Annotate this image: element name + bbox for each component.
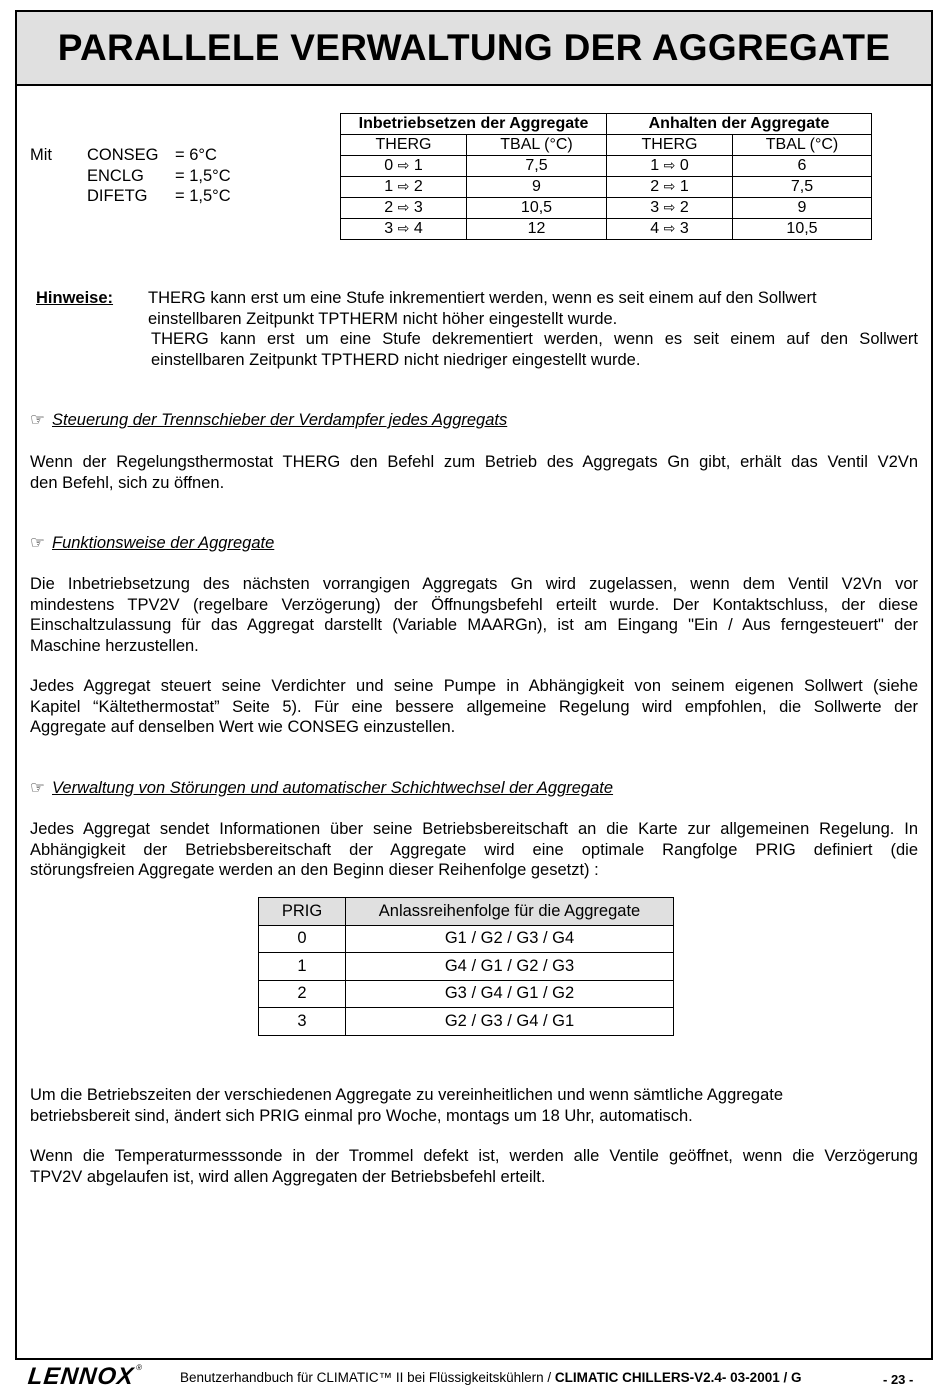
therg-from: 2 [650, 178, 660, 195]
therg-from: 4 [650, 220, 660, 237]
paragraph [30, 819, 918, 881]
tbal-value: 10,5 [733, 219, 872, 240]
arrow-right-icon: ⇨ [663, 220, 676, 236]
column-header: TBAL (°C) [733, 135, 872, 156]
therg-from: 3 [650, 199, 660, 216]
hinweise-line: THERG kann erst um eine Stufe inkrementiert werden, wenn es seit einem auf den Sollwert [148, 289, 817, 307]
param-value: = 1,5°C [175, 187, 231, 205]
paragraph-line: Die Inbetriebsetzung des nächsten vorrangigen Aggregats Gn wird zugelassen, wenn dem Ventil V2Vn vor [30, 575, 918, 593]
paragraph-line: betriebsbereit sind, ändert sich PRIG einmal pro Woche, montags um 18 Uhr, automatisch. [30, 1106, 693, 1125]
stop-table-title: Anhalten der Aggregate [607, 114, 872, 135]
prig-value: 2 [259, 980, 346, 1008]
section-heading [30, 533, 274, 554]
param-name: DIFETG [87, 187, 148, 205]
table-row [259, 1008, 674, 1036]
paragraph [30, 1085, 918, 1126]
paragraph-line: TPV2V abgelaufen ist, wird allen Aggregaten der Betriebsbefehl erteilt. [30, 1167, 546, 1186]
paragraph-line: mindestens TPV2V (regelbare Verzögerung) der Öffnungsbefehl erteilt wurde. Der Kontaktschluss, der diese [30, 595, 918, 614]
therg-to: 4 [413, 220, 423, 237]
paragraph-line: Einschaltzulassung für das Aggregat darstellt (Variable MAARGn), ist am Eingang "Ein / Aus ferngesteuert" der [30, 616, 918, 634]
paragraph-line: Maschine herzustellen. [30, 636, 199, 655]
page-title: PARALLELE VERWALTUNG DER AGGREGATE [57, 27, 891, 68]
page-number: - 23 - [883, 1372, 914, 1387]
logo-text: LENNOX [26, 1363, 136, 1390]
section-heading-text: Verwaltung von Störungen und automatischer Schichtwechsel der Aggregate [52, 779, 614, 797]
start-table [340, 113, 607, 240]
arrow-right-icon: ⇨ [663, 157, 676, 173]
table-row [607, 198, 872, 219]
paragraph [30, 1146, 918, 1187]
mit-label: Mit [30, 146, 52, 164]
prig-table [258, 897, 674, 1036]
arrow-right-icon: ⇨ [397, 199, 410, 215]
therg-from: 1 [650, 157, 660, 174]
table-row [341, 156, 607, 177]
param-name: CONSEG [87, 146, 159, 164]
therg-from: 2 [384, 199, 394, 216]
therg-from: 1 [384, 178, 394, 195]
tbal-value: 9 [467, 177, 607, 198]
column-header: THERG [341, 135, 467, 156]
param-value: = 6°C [175, 146, 217, 164]
sequence-value: G1 / G2 / G3 / G4 [346, 925, 674, 953]
column-header: TBAL (°C) [467, 135, 607, 156]
paragraph-line: störungsfreien Aggregate werden an den Beginn dieser Reihenfolge gesetzt) : [30, 861, 599, 879]
param-row [87, 186, 231, 207]
section-heading-text: Funktionsweise der Aggregate [52, 534, 275, 552]
sequence-value: G3 / G4 / G1 / G2 [346, 980, 674, 1008]
tbal-value: 7,5 [733, 177, 872, 198]
therg-to: 1 [679, 178, 689, 195]
sequence-value: G4 / G1 / G2 / G3 [346, 953, 674, 981]
therg-from: 3 [384, 220, 394, 237]
table-row [259, 925, 674, 953]
arrow-right-icon: ⇨ [397, 157, 410, 173]
param-row [87, 145, 217, 166]
section-heading [30, 410, 507, 431]
paragraph-line: den Befehl, sich zu öffnen. [30, 473, 225, 492]
title-bar [17, 12, 931, 86]
start-table-title: Inbetriebsetzen der Aggregate [341, 114, 607, 135]
therg-to: 2 [413, 178, 423, 195]
column-header: Anlassreihenfolge für die Aggregate [346, 898, 674, 926]
therg-to: 2 [679, 199, 689, 216]
arrow-right-icon: ⇨ [663, 178, 676, 194]
hinweise-line: einstellbaren Zeitpunkt TPTHERD nicht niedriger eingestellt wurde. [151, 350, 641, 369]
param-value: = 1,5°C [175, 166, 231, 185]
hinweise-label [36, 288, 113, 309]
footer-text-plain: Benutzerhandbuch für CLIMATIC™ II bei Flüssigkeitskühlern / [180, 1370, 555, 1385]
table-row [341, 198, 607, 219]
section-heading-text: Steuerung der Trennschieber der Verdampfer jedes Aggregats [52, 411, 508, 429]
arrow-right-icon: ⇨ [397, 220, 410, 236]
prig-value: 1 [259, 953, 346, 981]
therg-to: 3 [679, 220, 689, 237]
paragraph [30, 574, 918, 656]
stop-table [606, 113, 872, 240]
paragraph-line: Abhängigkeit der Betriebsbereitschaft der Aggregate wird eine optimale Rangfolge PRIG definiert (die [30, 840, 918, 859]
table-row [607, 219, 872, 240]
tbal-value: 9 [733, 198, 872, 219]
paragraph-line: Jedes Aggregat steuert seine Verdichter und seine Pumpe in Abhängigkeit von seinem eigenen Sollwert (siehe [30, 677, 918, 695]
prig-value: 0 [259, 925, 346, 953]
page-footer [0, 1360, 950, 1394]
table-row [607, 156, 872, 177]
paragraph [30, 452, 918, 493]
paragraph-line: Um die Betriebszeiten der verschiedenen Aggregate zu vereinheitlichen und wenn sämtliche Aggregate [30, 1086, 784, 1104]
arrow-right-icon: ⇨ [397, 178, 410, 194]
paragraph-line: Aggregate auf denselben Wert wie CONSEG einzustellen. [30, 718, 456, 736]
tbal-value: 12 [467, 219, 607, 240]
table-row [259, 953, 674, 981]
lennox-logo [27, 1363, 144, 1391]
tbal-value: 7,5 [467, 156, 607, 177]
column-header: THERG [607, 135, 733, 156]
tbal-value: 10,5 [467, 198, 607, 219]
param-row [87, 166, 231, 187]
therg-to: 1 [413, 157, 423, 174]
page-frame [15, 10, 933, 1360]
footer-text-bold: CLIMATIC CHILLERS-V2.4- 03-2001 / G [554, 1370, 802, 1385]
paragraph-line: Wenn der Regelungsthermostat THERG den Befehl zum Betrieb des Aggregats Gn gibt, erhält das Ventil V2Vn [30, 453, 918, 471]
table-row [341, 219, 607, 240]
tbal-value: 6 [733, 156, 872, 177]
therg-from: 0 [384, 157, 394, 174]
pointing-hand-icon: ☞ [30, 534, 45, 552]
therg-to: 0 [679, 157, 689, 174]
table-row [607, 177, 872, 198]
paragraph [30, 676, 918, 738]
hinweise-text [148, 288, 918, 370]
hinweise-label-text: Hinweise: [36, 289, 114, 307]
arrow-right-icon: ⇨ [663, 199, 676, 215]
column-header: PRIG [259, 898, 346, 926]
therg-to: 3 [413, 199, 423, 216]
table-row [259, 980, 674, 1008]
pointing-hand-icon: ☞ [30, 411, 45, 429]
table-row [341, 177, 607, 198]
paragraph-line: Kapitel “Kältethermostat” Seite 5). Für eine bessere allgemeine Regelung wird empfohlen, die Sollwerte der [30, 697, 918, 716]
hinweise-line: einstellbaren Zeitpunkt TPTHERM nicht höher eingestellt wurde. [148, 309, 618, 328]
hinweise-line: THERG kann erst um eine Stufe dekrementiert werden, wenn es seit einem auf den Sollwert [151, 330, 918, 348]
footer-text [180, 1370, 801, 1385]
registered-mark: ® [135, 1363, 144, 1372]
paragraph-line: Jedes Aggregat sendet Informationen über seine Betriebsbereitschaft an die Karte zur allgemeinen Regelung. In [30, 820, 918, 838]
prig-value: 3 [259, 1008, 346, 1036]
section-heading [30, 778, 613, 799]
pointing-hand-icon: ☞ [30, 779, 45, 797]
param-name: ENCLG [87, 166, 144, 185]
paragraph-line: Wenn die Temperaturmesssonde in der Trommel defekt ist, werden alle Ventile geöffnet, wenn die Verzögerung [30, 1147, 918, 1165]
sequence-value: G2 / G3 / G4 / G1 [346, 1008, 674, 1036]
